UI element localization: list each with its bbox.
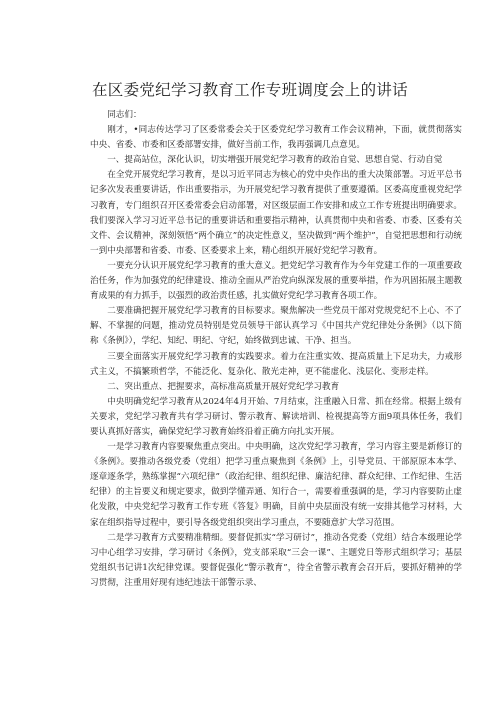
paragraph: 在全党开展党纪学习教育，是以习近平同志为核心的党中央作出的重大决策部署。习近平总书记多次发表重要讲话，作出重要指示，为开展党纪学习教育提供了重要遵循。区委高度重视党纪学习教育，专门组织召开区委常委会启动部署，对区级层面工作安排和成立工作专班提出明确要求。我们要深入学习习近平总书记的重要讲话和重要指示精神，认真贯彻中央和省委、市委、区委有关文件、会议精神，深刻领悟“两个确立”的决定性意义，坚决做到“两个维护”，自觉把思想和行动统一到中央部署和省委、市委、区委要求上来，精心组织开展好党纪学习教育。: [90, 170, 462, 256]
document-title: 在区委党纪学习教育工作专班调度会上的讲话: [91, 81, 408, 99]
paragraph: 二要准确把握开展党纪学习教育的目标要求。聚焦解决一些党员干部对党规党纪不上心、不了解、不掌握的问题，推动党员特别是党员领导干部认真学习《中国共产党纪律处分条例》（以下简称《条例》），学纪、知纪、明纪、守纪，始终做到忠诚、干净、担当。: [90, 306, 462, 347]
document-body: [90, 108, 462, 591]
salutation: 同志们：: [107, 110, 142, 120]
section-heading: 一、提高站位，深化认识，切实增强开展党纪学习教育的政治自觉、思想自觉、行动自觉: [107, 155, 443, 166]
paragraph: 一是学习教育内容要聚焦重点突出。中央明确，这次党纪学习教育，学习内容主要是新修订的《条例》。要推动各级党委（党组）把学习重点聚焦到《条例》上，引导党员、干部原原本本学、逐章逐条学，熟练掌握“六项纪律”（政治纪律、组织纪律、廉洁纪律、群众纪律、工作纪律、生活纪律）的主旨要义和规定要求，做到学懂弄通、知行合一，需要着重强调的是，学习内容要防止虚化发散，中央党纪学习教育工作专班《答复》明确，目前中央层面没有统一安排其他学习材料，大家在组织指导过程中，要引导各级党组织突出学习重点，不要随意扩大学习范围。: [90, 442, 462, 528]
paragraph: 中央明确党纪学习教育从2024年4月开始、7月结束，注重融入日常、抓在经常。根据上级有关要求，党纪学习教育共有学习研讨、警示教育、解读培训、检视提高等方面9项具体任务，我们要认真抓好落实，确保党纪学习教育始终沿着正确方向扎实开展。: [90, 396, 462, 437]
paragraph: 一要充分认识开展党纪学习教育的重大意义。把党纪学习教育作为今年党建工作的一项重要政治任务，作为加强党的纪律建设、推动全面从严治党向纵深发展的重要举措，作为巩固拓展主题教育成果的有力抓手，以强烈的政治责任感，扎实做好党纪学习教育各项工作。: [90, 260, 462, 302]
paragraph: 二是学习教育方式要精准精细。要督促抓实“学习研讨”，推动各党委（党组）结合本级理论学习中心组学习安排，学习研讨《条例》，党支部采取“三会一课”、主题党日等形式组织学习；基层党组织书记讲1次纪律党课。要督促强化“警示教育”，待全省警示教育会召开后，要抓好精神的学习贯彻，注重用好现有违纪违法干部警示录、: [90, 532, 462, 588]
paragraph: 三要全面落实开展党纪学习教育的实践要求。着力在注重实效、提高质量上下足功夫，力戒形式主义，不搞繁琐哲学，不能泛化、复杂化、散光走神，更不能虚化、浅层化、变形走样。: [90, 351, 462, 377]
paragraph: 刚才，•同志传达学习了区委常委会关于区委党纪学习教育工作会议精神，下面，就贯彻落实中央、省委、市委和区委部署安排，做好当前工作，我再强调几点意见。: [90, 125, 462, 151]
section-heading: 二、突出重点、把握要求，高标准高质量开展好党纪学习教育: [107, 381, 340, 392]
